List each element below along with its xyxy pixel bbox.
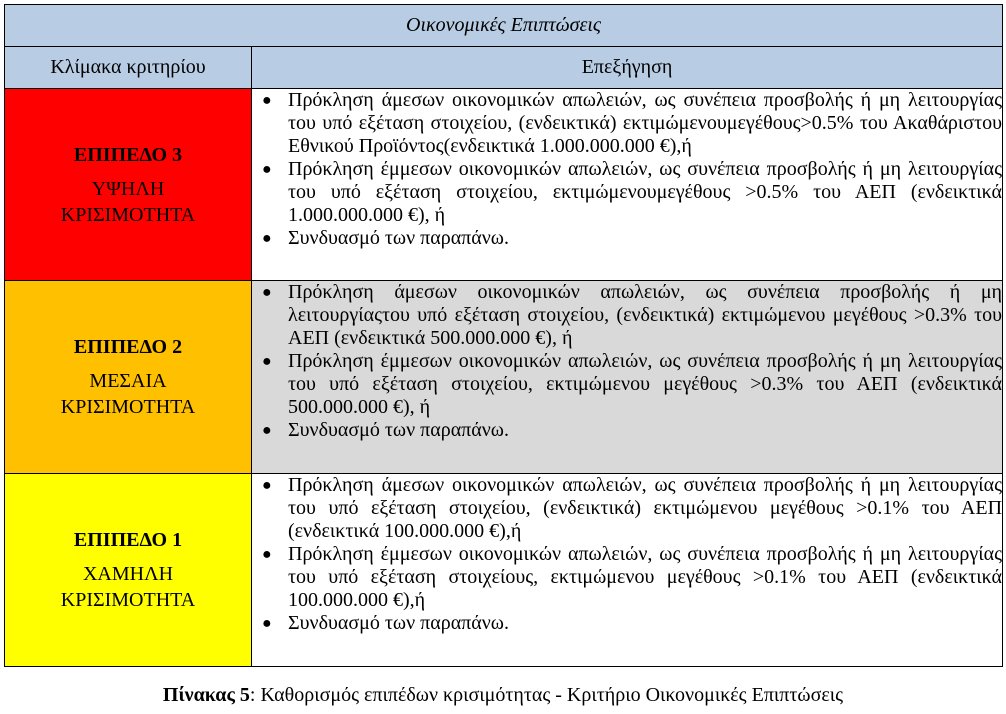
explanation-cell (252, 89, 1003, 281)
list-item (252, 419, 1002, 442)
bullet-text: Πρόκληση άμεσων οικονομικών απωλειών, ως συνέπεια προσβολής ή μη λειτουργίαςτου υπό εξέταση στοιχείου, (ενδεικτικά) εκτιμώμενου μεγέθους >0.3% του ΑΕΠ (ενδεικτικά 500.000.000 €), ή (288, 281, 1003, 349)
level-description: ΥΨΗΛΗ (91, 177, 165, 200)
bullet-icon: ● (262, 284, 272, 301)
bullet-icon: ● (262, 353, 272, 370)
criticality-table (4, 4, 1003, 667)
level-description: ΚΡΙΣΙΜΟΤΗΤΑ (60, 203, 196, 226)
bullet-text: Συνδυασμό των παραπάνω. (288, 419, 509, 441)
list-item (252, 158, 1002, 227)
list-item (252, 543, 1002, 612)
table-row (5, 474, 1003, 667)
list-item (252, 227, 1002, 250)
list-item (252, 281, 1002, 350)
level-title: ΕΠΙΠΕΔΟ 1 (73, 529, 183, 551)
level-description: ΚΡΙΣΙΜΟΤΗΤΑ (60, 396, 196, 418)
caption-label: Πίνακας 5 (162, 684, 250, 706)
level-cell (5, 474, 252, 667)
list-item (252, 89, 1002, 158)
bullet-text: Συνδυασμό των παραπάνω. (288, 227, 509, 249)
bullet-icon: ● (262, 422, 272, 439)
level-cell (5, 281, 252, 474)
table-row (5, 89, 1003, 281)
bullet-icon: ● (262, 477, 272, 494)
level-title: ΕΠΙΠΕΔΟ 3 (73, 143, 183, 166)
bullet-icon: ● (262, 615, 272, 632)
bullet-icon: ● (262, 161, 272, 178)
column-header-explanation: Επεξήγηση (252, 47, 1003, 89)
level-title: ΕΠΙΠΕΔΟ 2 (73, 336, 183, 358)
bullet-text: Συνδυασμό των παραπάνω. (288, 612, 509, 634)
bullet-text: Πρόκληση έμμεσων οικονομικών απωλειών, ως συνέπεια προσβολής ή μη λειτουργίας του υπό εξέταση στοιχείου, εκτιμώμενουμεγέθους >0.5% του ΑΕΠ (ενδεικτικά 1.000.000.000 €), ή (288, 158, 1003, 226)
bullet-text: Πρόκληση άμεσων οικονομικών απωλειών, ως συνέπεια προσβολής ή μη λειτουργίας του υπό εξέταση στοιχείου, (ενδεικτικά) εκτιμώμενου μεγέθους >0.1% του ΑΕΠ (ενδεικτικά 100.000.000 €),ή (288, 474, 1003, 542)
explanation-cell (252, 281, 1003, 474)
bullet-text: Πρόκληση έμμεσων οικονομικών απωλειών, ως συνέπεια προσβολής ή μη λειτουργίας του υπό εξέταση στοιχείους, εκτιμώμενου μεγέθους >0.1% του ΑΕΠ (ενδεικτικά 100.000.000 €),ή (288, 543, 1003, 611)
bullet-icon: ● (262, 230, 272, 247)
list-item (252, 612, 1002, 635)
bullet-text: Πρόκληση έμμεσων οικονομικών απωλειών, ως συνέπεια προσβολής ή μη λειτουργίας του υπό εξέταση στοιχείου, εκτιμώμενου μεγέθους >0.3% του ΑΕΠ (ενδεικτικά 500.000.000 €), ή (288, 350, 1003, 418)
list-item (252, 350, 1002, 419)
level-description: ΚΡΙΣΙΜΟΤΗΤΑ (60, 589, 196, 611)
level-cell (5, 89, 252, 281)
level-description: ΧΑΜΗΛΗ (82, 563, 174, 585)
table-row (5, 281, 1003, 474)
bullet-icon: ● (262, 546, 272, 563)
bullet-text: Πρόκληση άμεσων οικονομικών απωλειών, ως συνέπεια προσβολής ή μη λειτουργίας του υπό εξέταση στοιχείου, (ενδεικτικά) εκτιμώμενουμεγέθους>0.5% του Ακαθάριστου Εθνικού Προϊόντος(ενδεικτικά 1.000.000.000 €),ή (288, 89, 1003, 157)
level-description: ΜΕΣΑΙΑ (89, 370, 167, 392)
caption-text: : Καθορισμός επιπέδων κρισιμότητας - Κριτήριο Οικονομικές Επιπτώσεις (249, 684, 844, 706)
bullet-icon: ● (262, 92, 272, 109)
explanation-cell (252, 474, 1003, 667)
list-item (252, 474, 1002, 543)
table-title: Οικονομικές Επιπτώσεις (5, 5, 1003, 47)
column-header-scale: Κλίμακα κριτηρίου (5, 47, 252, 89)
table-caption (0, 684, 1006, 707)
